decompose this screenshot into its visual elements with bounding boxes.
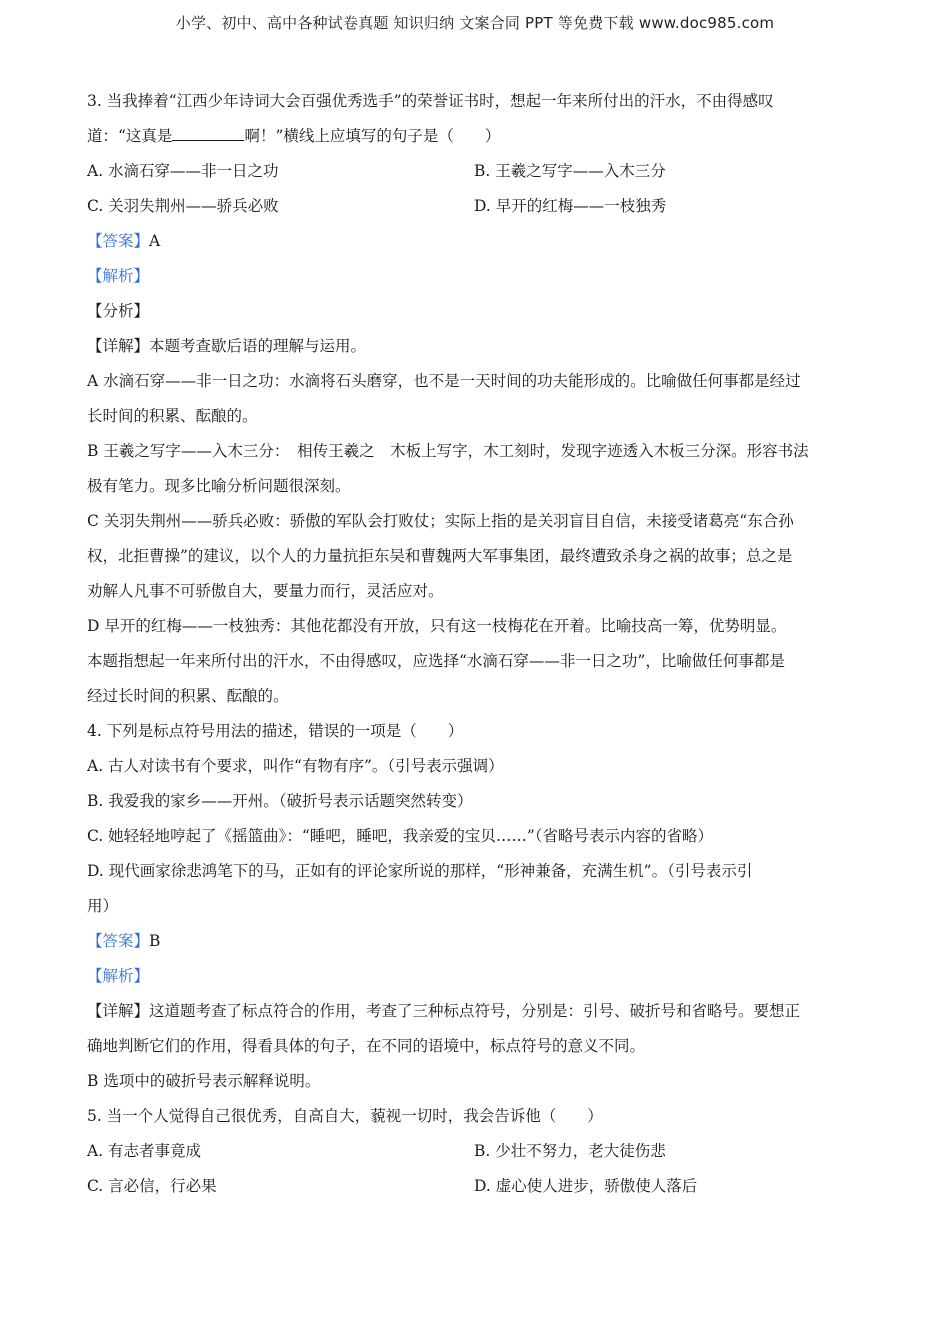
q3-summary-line2: 经过长时间的积累、酝酿的。 <box>87 687 289 705</box>
q5-option-d: D. 虚心使人进步，骄傲使人落后 <box>474 1177 698 1195</box>
q4-xiangjie-text: 这道题考查了标点符合的作用，考查了三种标点符号，分别是：引号、破折号和省略号。要想正 <box>149 1002 801 1020</box>
q3-fenxi-tag: 【分析】 <box>87 302 150 320</box>
q3-a-explain-line1: A 水滴石穿——非一日之功：水滴将石头磨穿，也不是一天时间的功夫能形成的。比喻做任何事都是经过 <box>87 372 801 390</box>
q4-option-b: B. 我爱我的家乡——开州。（破折号表示话题突然转变） <box>87 792 473 810</box>
q3-stem-line1: 3. 当我捧着“江西少年诗词大会百强优秀选手”的荣誉证书时，想起一年来所付出的汗水，不由得感叹 <box>87 92 774 110</box>
q3-b-explain-line2: 极有笔力。现多比喻分析问题很深刻。 <box>87 477 351 495</box>
q4-answer-tag: 【答案】 <box>87 932 150 950</box>
q5-option-a: A. 有志者事竟成 <box>87 1142 202 1160</box>
q4-answer-value: B <box>149 932 161 950</box>
q3-option-d: D. 早开的红梅——一枝独秀 <box>474 197 667 215</box>
q3-options-row-1 <box>87 154 867 189</box>
q3-d-explain-line1: D 早开的红梅——一枝独秀：其他花都没有开放，只有这一枝梅花在开着。比喻技高一筹，优势明显。 <box>87 617 787 635</box>
q3-option-a: A. 水滴石穿——非一日之功 <box>87 162 279 180</box>
q3-b-explain-line1: B 王羲之写字——入木三分： 相传王羲之 木板上写字，木工刻时，发现字迹透入木板三分深。形容书法 <box>87 442 809 460</box>
q3-c-explain-line2: 权，北拒曹操”的建议，以个人的力量抗拒东吴和曹魏两大军事集团，最终遭致杀身之祸的故事；总之是 <box>87 547 793 565</box>
q5-option-b: B. 少壮不努力，老大徒伤悲 <box>474 1142 666 1160</box>
q4-stem: 4. 下列是标点符号用法的描述，错误的一项是（ ） <box>87 722 464 740</box>
q4-answer <box>87 924 867 959</box>
q5-options-row-2 <box>87 1169 867 1204</box>
q4-option-c: C. 她轻轻地哼起了《摇篮曲》：“睡吧，睡吧，我亲爱的宝贝……”（省略号表示内容的省略） <box>87 827 714 845</box>
q3-c-explain-line1: C 关羽失荆州——骄兵必败：骄傲的军队会打败仗；实际上指的是关羽盲目自信，未接受诸葛亮“东合孙 <box>87 512 794 530</box>
q3-stem-after-blank: 啊！”横线上应填写的句子是（ ） <box>244 127 501 145</box>
q3-stem-line2 <box>87 119 867 154</box>
q3-xiangjie-text: 本题考查歇后语的理解与运用。 <box>149 337 367 355</box>
q5-stem: 5. 当一个人觉得自己很优秀，自高自大，藐视一切时，我会告诉他（ ） <box>87 1107 603 1125</box>
q3-fill-blank <box>172 122 244 141</box>
q5-option-c: C. 言必信，行必果 <box>87 1177 217 1195</box>
q4-xiangjie-tag: 【详解】 <box>87 1002 150 1020</box>
q3-xiangjie-tag: 【详解】 <box>87 337 150 355</box>
q3-option-c: C. 关羽失荆州——骄兵必败 <box>87 197 279 215</box>
page-header: 小学、初中、高中各种试卷真题 知识归纳 文案合同 PPT 等免费下载 www.doc985.com <box>175 14 775 32</box>
q3-c-explain-line3: 劝解人凡事不可骄傲自大，要量力而行，灵活应对。 <box>87 582 444 600</box>
q4-xiangjie-line2: 确地判断它们的作用，得看具体的句子，在不同的语境中，标点符号的意义不同。 <box>87 1037 646 1055</box>
q3-options-row-2 <box>87 189 867 224</box>
q3-stem-before-blank: 道：“这真是 <box>87 127 173 145</box>
q3-answer <box>87 224 867 259</box>
q3-summary-line1: 本题指想起一年来所付出的汗水，不由得感叹，应选择“水滴石穿——非一日之功”，比喻做任何事都是 <box>87 652 785 670</box>
q3-answer-tag: 【答案】 <box>87 232 150 250</box>
q4-option-d-line2: 用） <box>87 897 119 915</box>
q3-jiexi-tag: 【解析】 <box>87 267 150 285</box>
q4-note: B 选项中的破折号表示解释说明。 <box>87 1072 321 1090</box>
q4-jiexi-tag: 【解析】 <box>87 967 150 985</box>
q4-jiexi <box>87 959 867 994</box>
q3-option-b: B. 王羲之写字——入木三分 <box>474 162 666 180</box>
q3-fenxi <box>87 294 867 329</box>
q4-option-d-line1: D. 现代画家徐悲鸿笔下的马，正如有的评论家所说的那样，“形神兼备，充满生机”。（引号表示引 <box>87 862 753 880</box>
q3-jiexi <box>87 259 867 294</box>
q4-option-a: A. 古人对读书有个要求，叫作“有物有序”。（引号表示强调） <box>87 757 504 775</box>
q4-xiangjie-line1 <box>87 994 867 1029</box>
q3-answer-value: A <box>149 232 161 250</box>
document-body <box>87 84 867 1204</box>
q3-a-explain-line2: 长时间的积累、酝酿的。 <box>87 407 258 425</box>
q3-xiangjie <box>87 329 867 364</box>
q5-options-row-1 <box>87 1134 867 1169</box>
